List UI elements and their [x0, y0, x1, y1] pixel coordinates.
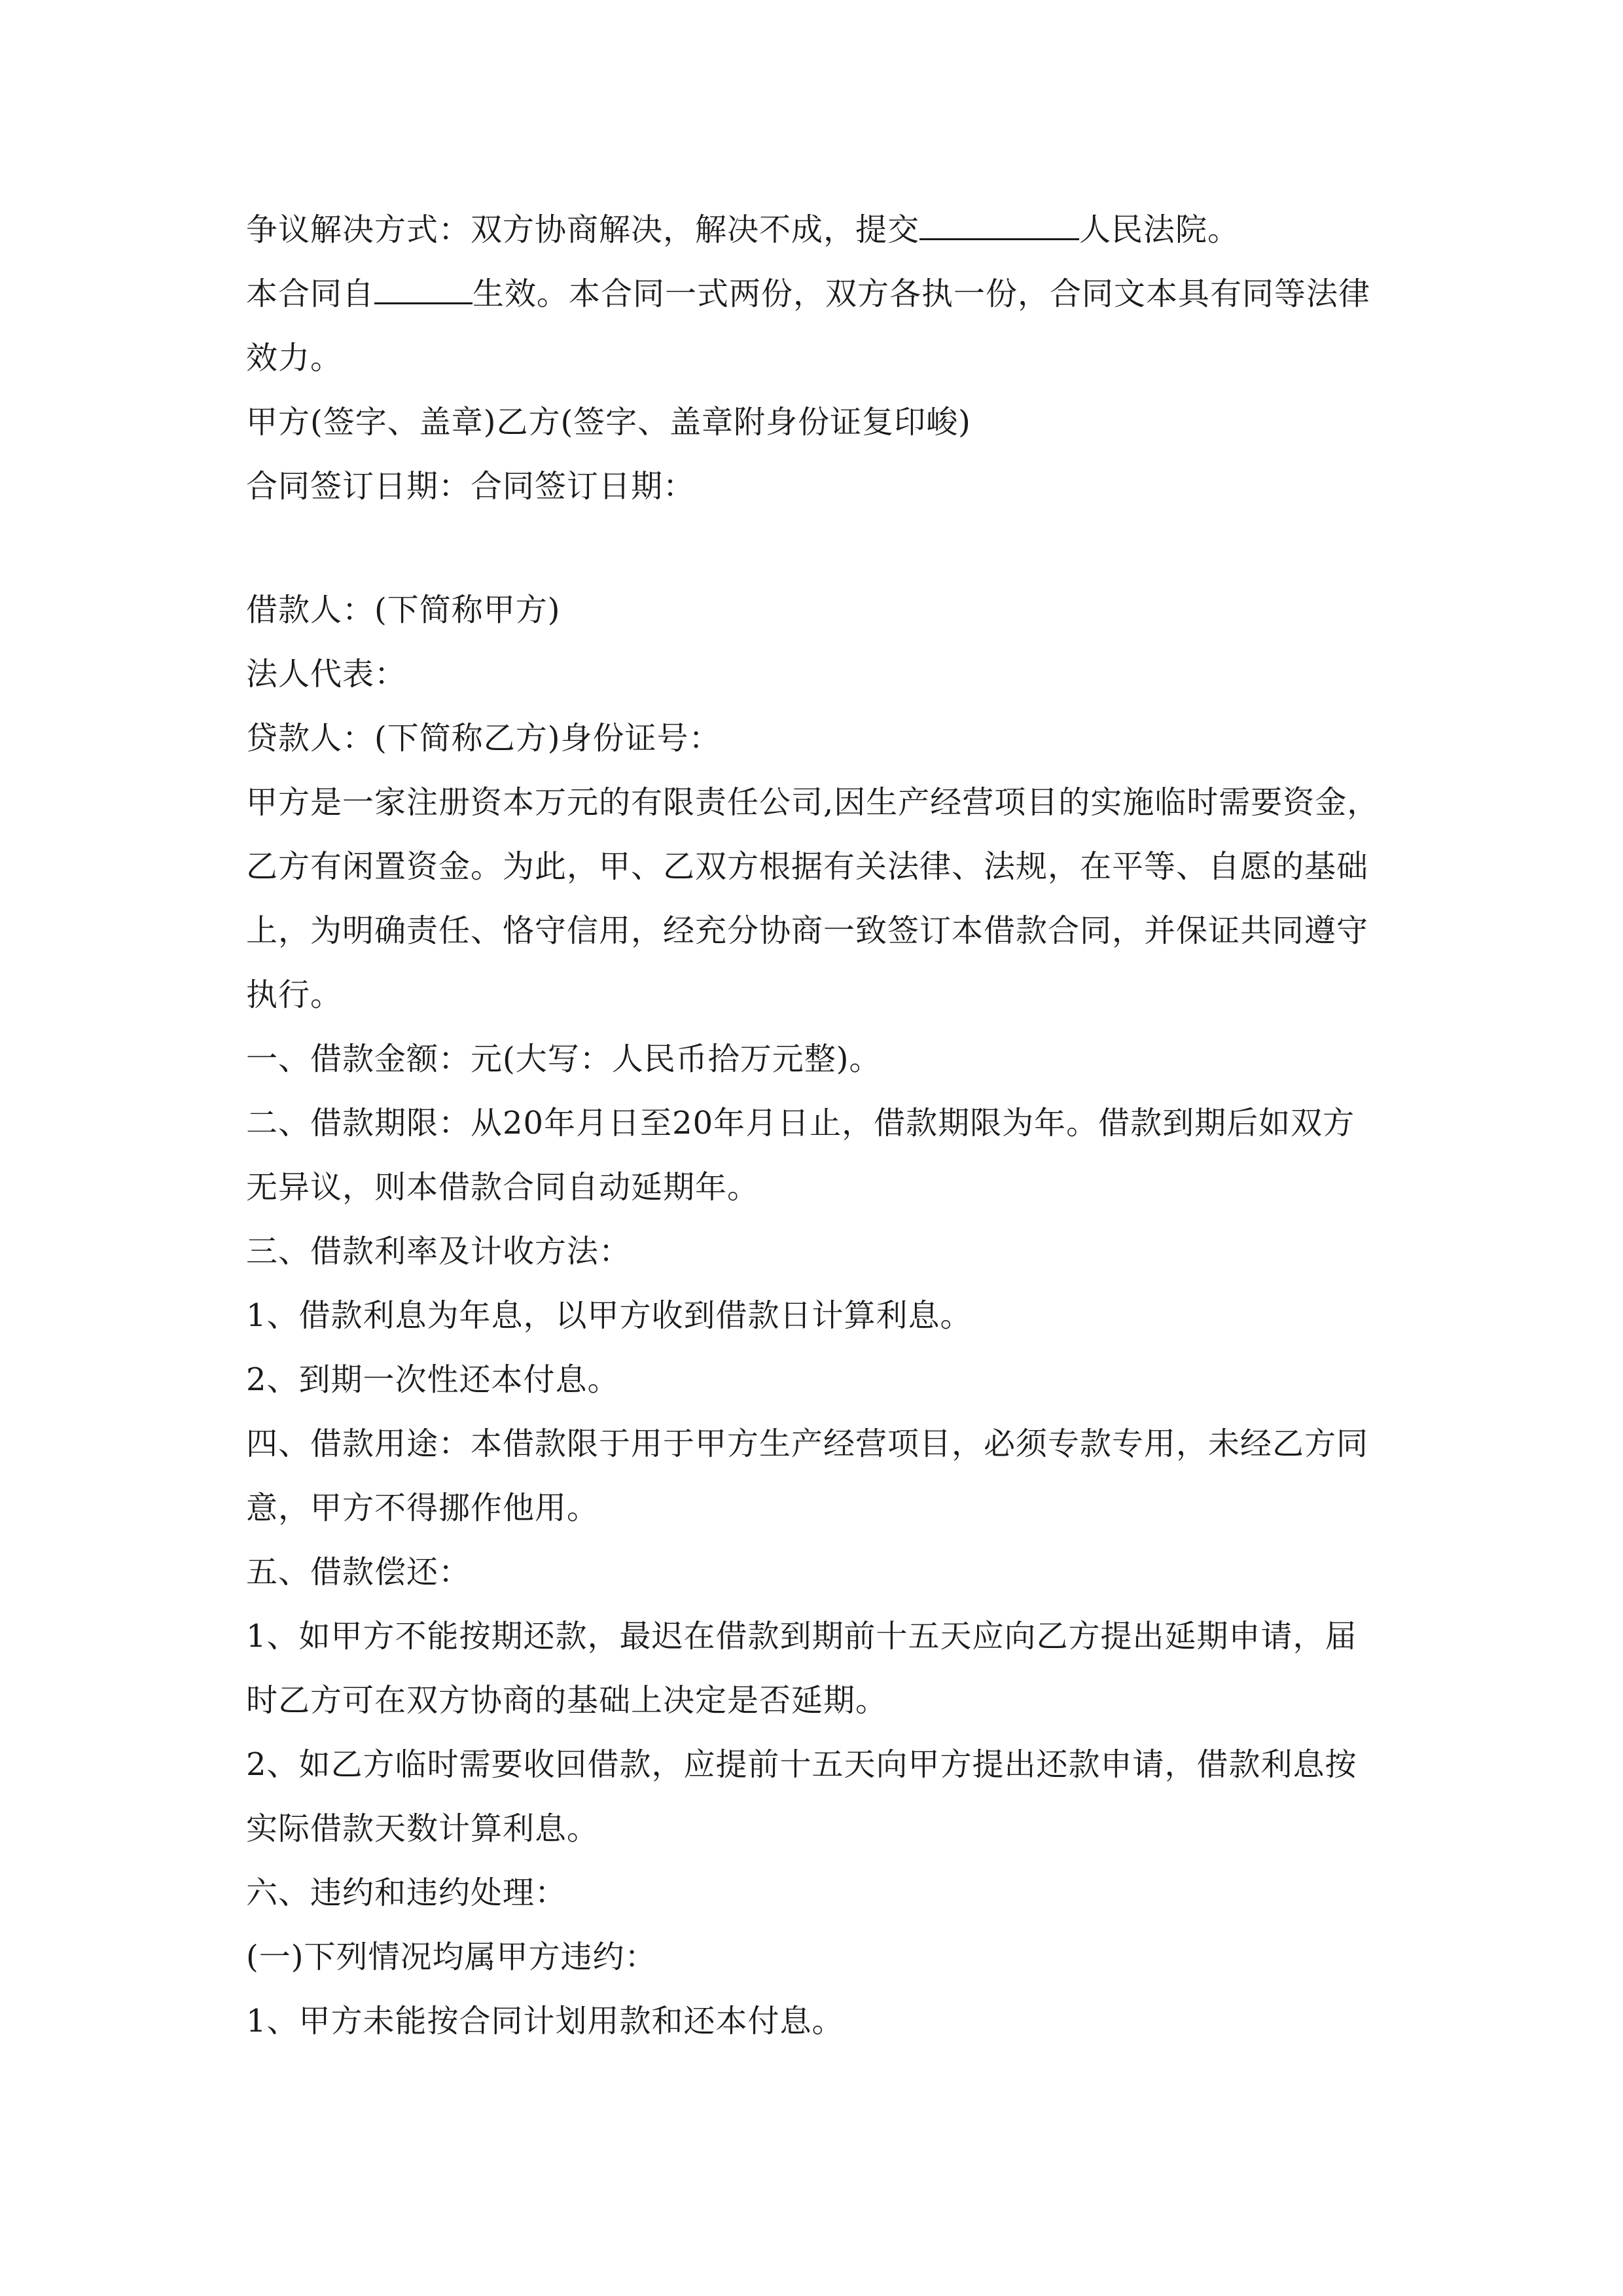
- effect-prefix: 本合同自: [246, 276, 375, 312]
- effect-suffix: 生效。本合同一式两份，双方各执一份，合同文本具有同等法律: [473, 276, 1371, 312]
- paragraph-line: 上，为明确责任、恪守信用，经充分协商一致签订本借款合同，并保证共同遵守: [246, 912, 1369, 949]
- paragraph-line: 1、甲方未能按合同计划用款和还本付息。: [246, 2003, 844, 2039]
- paragraph-line: 实际借款天数计算利息。: [246, 1810, 599, 1847]
- paragraph-line: 无异议，则本借款合同自动延期年。: [246, 1169, 760, 1206]
- effect-date-blank: [374, 263, 473, 304]
- paragraph-line: 贷款人：(下简称乙方)身份证号：: [246, 720, 721, 757]
- paragraph-line: 2、如乙方临时需要收回借款，应提前十五天向甲方提出还款申请，借款利息按: [246, 1746, 1357, 1783]
- paragraph-line: 一、借款金额：元(大写：人民币拾万元整)。: [246, 1041, 882, 1077]
- court-blank: [919, 199, 1079, 240]
- paragraph-line: 借款人：(下简称甲方): [246, 592, 561, 628]
- paragraph-line: 三、借款利率及计收方法：: [246, 1233, 632, 1270]
- paragraph-line: 六、违约和违约处理：: [246, 1874, 567, 1911]
- paragraph-line: 四、借款用途：本借款限于用于甲方生产经营项目，必须专款专用，未经乙方同: [246, 1426, 1369, 1462]
- paragraph-line: 执行。: [246, 977, 343, 1013]
- dispute-resolution-line: [246, 198, 1378, 262]
- paragraph-line: 2、到期一次性还本付息。: [246, 1361, 620, 1398]
- paragraph-line: (一)下列情况均属甲方违约：: [246, 1939, 657, 1975]
- signature-line: 甲方(签字、盖章)乙方(签字、盖章附身份证复印峻): [246, 404, 971, 440]
- sign-date-line: 合同签订日期：合同签订日期：: [246, 468, 696, 505]
- paragraph-line: 甲方是一家注册资本万元的有限责任公司,因生产经营项目的实施临时需要资金，: [246, 784, 1380, 821]
- dispute-prefix: 争议解决方式：双方协商解决，解决不成，提交: [246, 211, 920, 248]
- loan-contract-section: [246, 578, 1378, 2053]
- contract-tail-section: [246, 198, 1378, 518]
- paragraph-line: 法人代表：: [246, 656, 407, 692]
- effect-line: [246, 262, 1378, 326]
- paragraph-line: 1、借款利息为年息，以甲方收到借款日计算利息。: [246, 1297, 972, 1334]
- paragraph-line: 意，甲方不得挪作他用。: [246, 1490, 599, 1526]
- paragraph-line: 二、借款期限：从20年月日至20年月日止，借款期限为年。借款到期后如双方: [246, 1105, 1355, 1141]
- dispute-suffix: 人民法院。: [1079, 211, 1240, 248]
- effect-continued-line: 效力。: [246, 340, 343, 376]
- paragraph-line: 五、借款偿还：: [246, 1554, 471, 1590]
- paragraph-line: 1、如甲方不能按期还款，最迟在借款到期前十五天应向乙方提出延期申请，届: [246, 1618, 1357, 1655]
- paragraph-line: 时乙方可在双方协商的基础上决定是否延期。: [246, 1682, 888, 1719]
- paragraph-line: 乙方有闲置资金。为此，甲、乙双方根据有关法律、法规，在平等、自愿的基础: [246, 848, 1369, 885]
